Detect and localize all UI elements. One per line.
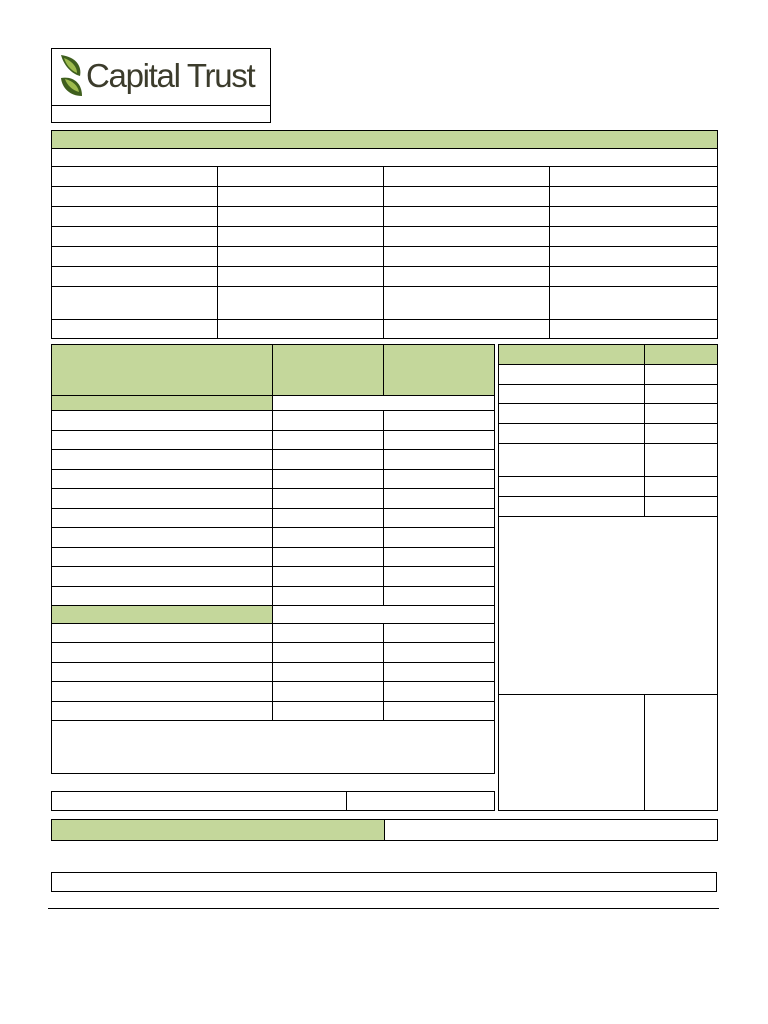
income-cell [273, 528, 384, 548]
income-cell [52, 489, 273, 509]
income-cell [384, 450, 495, 470]
income-cell [384, 567, 495, 587]
income-cell [52, 509, 273, 528]
summary-cell [550, 207, 718, 227]
income-cell [384, 624, 495, 643]
income-header-cell [273, 345, 384, 396]
summary-cell [52, 227, 218, 247]
side-cell [645, 477, 718, 497]
income-cell [273, 643, 384, 663]
summary-cell [218, 287, 384, 320]
income-cell [52, 643, 273, 663]
income-cell [52, 548, 273, 567]
side-cell [499, 385, 645, 404]
income-cell [52, 411, 273, 431]
income-cell [273, 663, 384, 682]
side-cell [499, 477, 645, 497]
leaf-logo-icon [58, 52, 88, 102]
summary-cell [384, 207, 550, 227]
income-cell [273, 624, 384, 643]
income-header-cell [52, 345, 273, 396]
side-header-cell [499, 345, 645, 365]
summary-cell [384, 247, 550, 267]
income-cell [273, 587, 384, 606]
summary-table [51, 130, 718, 339]
side-table [498, 344, 718, 811]
summary-cell [384, 287, 550, 320]
income-notes [52, 721, 495, 774]
income-group-spacer [273, 396, 495, 411]
side-comments [499, 517, 718, 695]
income-cell [273, 682, 384, 702]
summary-cell [550, 287, 718, 320]
logo-divider [52, 105, 270, 106]
income-cell [384, 431, 495, 450]
income-cell [384, 663, 495, 682]
income-group-label [52, 606, 273, 624]
side-cell [645, 404, 718, 424]
income-cell [384, 643, 495, 663]
income-cell [384, 509, 495, 528]
income-group-label [52, 396, 273, 411]
side-bottom-cell [645, 695, 718, 811]
income-header-cell [384, 345, 495, 396]
income-cell [273, 431, 384, 450]
income-cell [384, 470, 495, 489]
summary-cell [384, 167, 550, 187]
income-footer [51, 791, 495, 811]
side-cell [645, 424, 718, 444]
summary-cell [52, 247, 218, 267]
income-footer-cell [52, 792, 347, 811]
summary-cell [218, 167, 384, 187]
income-group-spacer [273, 606, 495, 624]
income-cell [273, 509, 384, 528]
side-cell [499, 404, 645, 424]
logo-box [51, 48, 271, 123]
summary-cell [550, 267, 718, 287]
income-cell [52, 587, 273, 606]
side-cell [499, 365, 645, 385]
summary-cell [52, 267, 218, 287]
income-cell [52, 431, 273, 450]
summary-cell [384, 267, 550, 287]
logo-area [56, 51, 268, 103]
income-cell [52, 470, 273, 489]
summary-cell [384, 320, 550, 339]
summary-cell [550, 247, 718, 267]
summary-section-header [52, 131, 718, 149]
summary-cell [52, 187, 218, 207]
side-cell [645, 385, 718, 404]
side-cell [645, 497, 718, 517]
income-cell [273, 470, 384, 489]
summary-cell [550, 320, 718, 339]
summary-cell [52, 167, 218, 187]
summary-cell [550, 167, 718, 187]
summary-cell [52, 207, 218, 227]
income-cell [384, 411, 495, 431]
income-cell [273, 411, 384, 431]
income-cell [384, 702, 495, 721]
income-cell [273, 450, 384, 470]
side-cell [499, 497, 645, 517]
income-cell [52, 567, 273, 587]
income-cell [384, 528, 495, 548]
summary-cell [550, 187, 718, 207]
side-cell [645, 444, 718, 477]
income-cell [52, 624, 273, 643]
income-cell [273, 548, 384, 567]
income-cell [384, 548, 495, 567]
summary-cell [218, 267, 384, 287]
logo-wordmark: Capital Trust [86, 57, 255, 94]
side-cell [499, 444, 645, 477]
summary-cell [384, 227, 550, 247]
income-cell [52, 663, 273, 682]
income-cell [384, 587, 495, 606]
summary-cell [384, 187, 550, 207]
summary-cell [218, 247, 384, 267]
income-cell [52, 528, 273, 548]
summary-cell [550, 227, 718, 247]
income-cell [52, 450, 273, 470]
summary-cell [52, 287, 218, 320]
bottom-bar [51, 819, 718, 841]
summary-cell [218, 187, 384, 207]
income-cell [52, 702, 273, 721]
income-cell [384, 489, 495, 509]
income-cell [273, 567, 384, 587]
income-footer-cell [347, 792, 495, 811]
summary-cell [218, 207, 384, 227]
bottom-bar-label [52, 820, 385, 841]
page-rule [48, 908, 719, 909]
side-cell [645, 365, 718, 385]
income-cell [273, 489, 384, 509]
summary-cell [52, 320, 218, 339]
summary-cell [218, 320, 384, 339]
side-bottom-cell [499, 695, 645, 811]
income-cell [384, 682, 495, 702]
summary-cell [218, 227, 384, 247]
side-header-cell [645, 345, 718, 365]
summary-subheader [52, 149, 718, 167]
income-cell [52, 682, 273, 702]
income-cell [273, 702, 384, 721]
side-cell [499, 424, 645, 444]
footer-box [51, 872, 717, 892]
bottom-bar-value [385, 820, 718, 841]
income-table [51, 344, 495, 774]
